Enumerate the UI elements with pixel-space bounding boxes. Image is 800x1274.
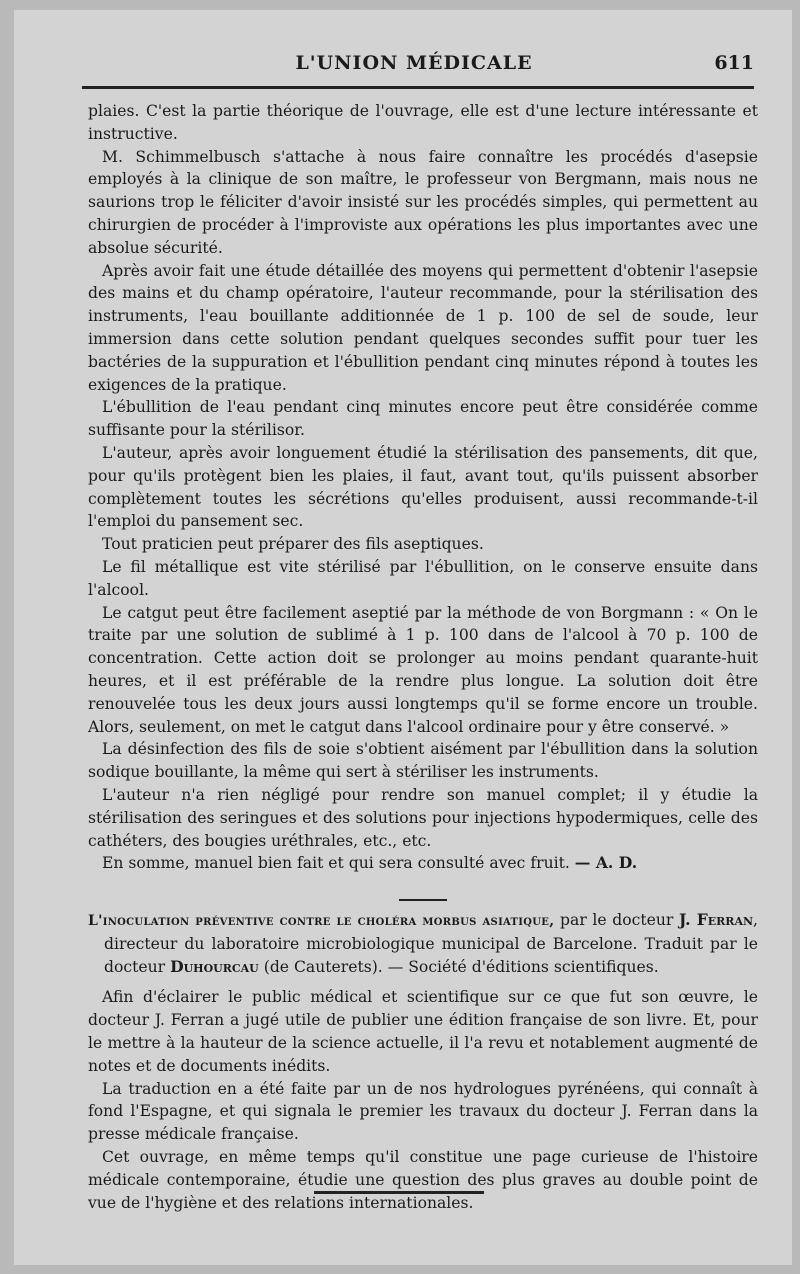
review-title: L'inoculation préventive contre le choléra morbus asiatique, (88, 913, 555, 930)
paragraph: La traduction en a été faite par un de nos hydrologues pyrénéens, qui connaît à fond l'Espagne, et qui signala le premier les travaux du docteur J. Ferran dans la presse médicale française. (88, 1079, 758, 1144)
paragraph: L'auteur, après avoir longuement étudié la stérilisation des pansements, dit que, pour qu'ils protègent bien les plaies, il faut, avant tout, qu'ils puissent absorber complètement toutes les sécrétions qu'elles produisent, aussi recommande-t-il l'emploi du pansement sec. (88, 443, 758, 531)
signature: — A. D. (574, 853, 638, 873)
paragraph: L'ébullition de l'eau pendant cinq minutes encore peut être considérée comme suffisante pour la stérilisor. (88, 398, 758, 440)
paragraph: Après avoir fait une étude détaillée des moyens qui permettent d'obtenir l'asepsie des mains et du champ opératoire, l'auteur recommande, pour la stérilisation des instruments, l'eau bouillante additionnée de 1 p. 100 de sel de soude, leur immersion dans cette solution pendant quelques secondes suffit pour tuer les bactéries de la suppuration et l'ébullition pendant cinq minutes répond à toutes les exigences de la pratique. (88, 261, 758, 394)
review-by: par le docteur (554, 911, 679, 930)
page-number: 611 (714, 52, 754, 74)
article-body (88, 100, 758, 1214)
review-reference (88, 909, 758, 978)
review-publisher: (de Cauterets). — Société d'éditions scientifiques. (258, 957, 659, 976)
page (14, 10, 792, 1265)
paragraph: M. Schimmelbusch s'attache à nous faire connaître les procédés d'asepsie employés à la clinique de son maître, le professeur von Bergmann, mais nous ne saurions trop le féliciter d'avoir insisté sur les procédés simples, qui permettent au chirurgien de procéder à l'improviste aux opérations les plus importantes avec une absolue sécurité. (88, 147, 758, 257)
review-details: , directeur du laboratoire microbiologique municipal de Barcelone. Traduit par le docteur (104, 911, 758, 976)
paragraph: plaies. C'est la partie théorique de l'ouvrage, elle est d'une lecture intéressante et instructive. (88, 102, 758, 143)
paragraph: L'auteur n'a rien négligé pour rendre son manuel complet; il y étudie la stérilisation des seringues et des solutions pour injections hypodermiques, celle des cathéters, des bougies uréthrales, etc., etc. (88, 785, 758, 850)
review-translator: Duhourcau (170, 956, 259, 976)
paragraph: La désinfection des fils de soie s'obtient aisément par l'ébullition dans la solution sodique bouillante, la même qui sert à stériliser les instruments. (88, 740, 758, 782)
paragraph: Afin d'éclairer le public médical et scientifique sur ce que fut son œuvre, le docteur J. Ferran a jugé utile de publier une édition française de son livre. Et, pour le mettre à la hauteur de la science actuelle, il l'a revu et notablement augmenté de notes et de documents inédits. (88, 988, 758, 1075)
paragraph: Cet ouvrage, en même temps qu'il constitue une page curieuse de l'histoire médicale contemporaine, étudie une question des plus graves au double point de vue de l'hygiène et des relations internationales. (88, 1148, 758, 1212)
paragraph: Le fil métallique est vite stérilisé par l'ébullition, on le conserve ensuite dans l'alcool. (88, 557, 758, 599)
paragraph: Le catgut peut être facilement aseptié par la méthode de von Borgmann : « On le traite par une solution de sublimé à 1 p. 100 dans de l'alcool à 70 p. 100 de concentration. Cette action doit se prolonger au moins pendant quarante-huit heures, et il est préférable de la rendre plus longue. La solution doit être renouvelée tous les deux jours aussi longtemps qu'il se forme encore un trouble. Alors, seulement, on met le catgut dans l'alcool ordinaire pour y être conservé. » (88, 603, 758, 736)
header-rule (82, 86, 754, 89)
paragraph-text: En somme, manuel bien fait et qui sera consulté avec fruit. (102, 854, 570, 873)
page-header (74, 48, 754, 78)
footer-rule (314, 1191, 484, 1194)
paragraph (88, 852, 758, 875)
section-separator (399, 899, 447, 901)
paragraph: Tout praticien peut préparer des fils aseptiques. (102, 535, 484, 554)
review-author: J. Ferran (679, 910, 754, 930)
spacer (88, 978, 758, 986)
running-title: L'UNION MÉDICALE (295, 52, 533, 74)
